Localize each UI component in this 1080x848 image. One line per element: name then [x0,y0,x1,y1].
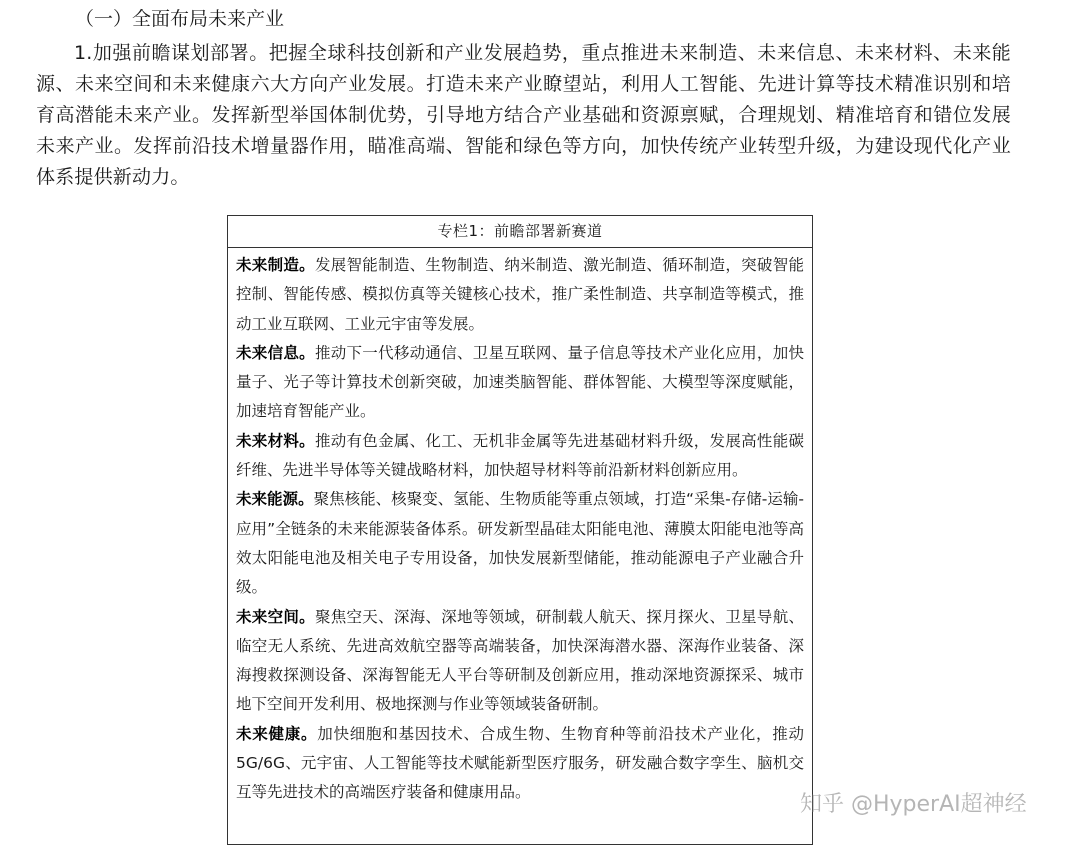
column-box [227,215,813,845]
entry-term: 未来能源。 [236,490,314,509]
entry-term: 未来空间。 [236,607,315,626]
entry-text: 聚焦空天、深海、深地等领域，研制载人航天、探月探火、卫星导航、临空无人系统、先进高效航空器等高端装备，加快深海潜水器、深海作业装备、深海搜救探测设备、深海智能无人平台等研制及创新应用，推动深地资源探采、城市地下空间开发利用、极地探测与作业等领域装备研制。 [236,607,804,714]
entry-future-energy [236,485,804,602]
entry-term: 未来材料。 [236,431,315,450]
entry-term: 未来制造。 [236,256,315,274]
entry-future-manufacturing [236,251,804,339]
entry-future-health [236,720,804,808]
entry-term: 未来信息。 [236,343,315,362]
entry-text: 推动有色金属、化工、无机非金属等先进基础材料升级，发展高性能碳纤维、先进半导体等关键战略材料，加快超导材料等前沿新材料创新应用。 [236,431,804,480]
watermark: 知乎 @HyperAI超神经 [800,792,1027,817]
section-paragraph: 1.加强前瞻谋划部署。把握全球科技创新和产业发展趋势，重点推进未来制造、未来信息、未来材料、未来能源、未来空间和未来健康六大方向产业发展。打造未来产业瞭望站，利用人工智能、先进计算等技术精准识别和培育高潜能未来产业。发挥新型举国体制优势，引导地方结合产业基础和资源禀赋，合理规划、精准培育和错位发展未来产业。发挥前沿技术增量器作用，瞄准高端、智能和绿色等方向，加快传统产业转型升级，为建设现代化产业体系提供新动力。 [36,42,1011,188]
section-heading: （一）全面布局未来产业 [75,8,285,30]
entry-term: 未来健康。 [236,724,318,743]
column-box-entries [228,248,812,808]
entry-text: 推动下一代移动通信、卫星互联网、量子信息等技术产业化应用，加快量子、光子等计算技术创新突破，加速类脑智能、群体智能、大模型等深度赋能，加速培育智能产业。 [236,343,804,421]
entry-text: 聚焦核能、核聚变、氢能、生物质能等重点领域，打造“采集-存储-运输-应用”全链条的未来能源装备体系。研发新型晶硅太阳能电池、薄膜太阳能电池等高效太阳能电池及相关电子专用设备，加快发展新型储能，推动能源电子产业融合升级。 [236,490,804,597]
entry-text: 加快细胞和基因技术、合成生物、生物育种等前沿技术产业化，推动5G/6G、元宇宙、人工智能等技术赋能新型医疗服务，研发融合数字孪生、脑机交互等先进技术的高端医疗装备和健康用品。 [236,724,804,802]
entry-future-materials [236,427,804,486]
column-box-title: 专栏1：前瞻部署新赛道 [228,216,812,248]
entry-text: 发展智能制造、生物制造、纳米制造、激光制造、循环制造，突破智能控制、智能传感、模拟仿真等关键核心技术，推广柔性制造、共享制造等模式，推动工业互联网、工业元宇宙等发展。 [236,256,804,333]
entry-future-space [236,603,804,720]
entry-future-information [236,339,804,427]
